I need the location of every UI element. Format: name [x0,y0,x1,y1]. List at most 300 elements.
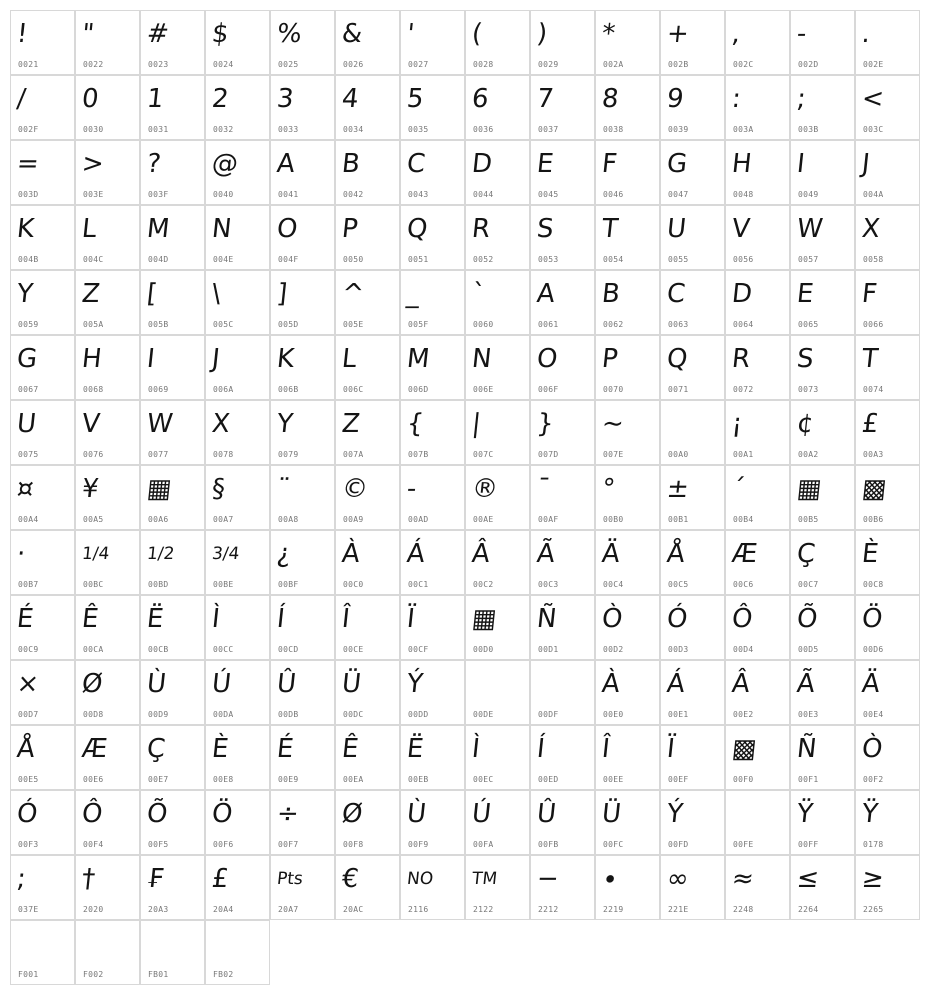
glyph-char: − [535,864,561,894]
glyph-code: 00EB [408,775,429,784]
glyph-char: À [340,539,362,569]
glyph-char: 1/2 [145,544,176,564]
glyph-code: 0065 [798,320,819,329]
glyph-code: 0033 [278,125,299,134]
glyph-char: ® [470,474,500,504]
glyph-cell [855,725,920,790]
glyph-cell [10,400,75,465]
glyph-cell [335,595,400,660]
glyph-cell [205,595,270,660]
glyph-code: 003E [83,190,104,199]
glyph-char: + [665,19,691,49]
glyph-char: Õ [145,799,170,829]
glyph-cell [790,790,855,855]
glyph-cell [140,140,205,205]
glyph-cell [10,725,75,790]
glyph-cell [335,660,400,725]
glyph-code: 00FA [473,840,494,849]
glyph-cell [10,660,75,725]
glyph-char: Ï [665,734,677,764]
glyph-char: - [405,474,418,504]
glyph-char: Ù [405,799,428,829]
glyph-code: 00EE [603,775,624,784]
glyph-char: Ÿ [860,799,880,829]
glyph-char: ▦ [470,604,499,634]
glyph-code: 2020 [83,905,104,914]
glyph-cell [530,660,595,725]
glyph-cell [725,335,790,400]
glyph-code: 007D [538,450,559,459]
glyph-char: È [860,539,881,569]
glyph-char: Ú [210,669,233,699]
glyph-code: 006E [473,385,494,394]
glyph-char: B [340,149,362,179]
glyph-code: 00DE [473,710,494,719]
glyph-cell [270,205,335,270]
glyph-cell [790,400,855,465]
glyph-char: Ä [600,539,622,569]
glyph-char: Ø [340,799,365,829]
glyph-code: 00CB [148,645,169,654]
glyph-char: ! [15,19,30,49]
glyph-char: Ò [860,734,885,764]
glyph-char: ° [600,474,617,504]
glyph-char: Ö [860,604,885,634]
glyph-cell [335,140,400,205]
glyph-char: < [860,84,886,114]
glyph-char: ≤ [795,864,821,894]
glyph-cell [270,855,335,920]
glyph-cell [790,75,855,140]
glyph-char: ¿ [275,539,293,569]
glyph-code: 0064 [733,320,754,329]
glyph-char: Q [405,214,430,244]
glyph-code: 0059 [18,320,39,329]
glyph-code: 00B1 [668,515,689,524]
glyph-code: 00FE [733,840,754,849]
glyph-code: 00B6 [863,515,884,524]
glyph-cell [270,270,335,335]
glyph-code: 005C [213,320,234,329]
glyph-cell [855,660,920,725]
glyph-cell [205,335,270,400]
glyph-code: 00C0 [343,580,364,589]
glyph-cell [855,10,920,75]
glyph-code: 0053 [538,255,559,264]
glyph-code: 00C1 [408,580,429,589]
glyph-code: 00A6 [148,515,169,524]
glyph-char: & [340,19,364,49]
glyph-char: Ç [145,734,167,764]
glyph-code: 221E [668,905,689,914]
glyph-cell [270,10,335,75]
glyph-char: Ç [795,539,817,569]
glyph-char: T [860,344,880,374]
glyph-char: W [145,409,175,439]
glyph-code: 00D6 [863,645,884,654]
glyph-char: G [15,344,39,374]
glyph-code: 2122 [473,905,494,914]
glyph-cell [205,725,270,790]
glyph-cell [465,660,530,725]
glyph-cell [660,400,725,465]
glyph-char: Ñ [795,734,819,764]
glyph-char: 0 [80,84,101,114]
glyph-char: Ö [210,799,235,829]
glyph-cell [10,790,75,855]
glyph-char: ∙ [600,864,620,894]
glyph-char: % [275,19,304,49]
glyph-char: Ê [340,734,361,764]
glyph-code: 006B [278,385,299,394]
glyph-code: 00EC [473,775,494,784]
glyph-code: 0038 [603,125,624,134]
glyph-cell [790,270,855,335]
glyph-cell [400,10,465,75]
glyph-code: 00A9 [343,515,364,524]
glyph-char: Ë [405,734,426,764]
glyph-char: Ü [340,669,363,699]
glyph-char: Ì [210,604,222,634]
glyph-char: Ï [405,604,417,634]
glyph-char: © [340,474,370,504]
glyph-code: 0051 [408,255,429,264]
glyph-char: 3 [275,84,296,114]
glyph-cell [75,855,140,920]
glyph-cell [335,855,400,920]
glyph-cell [660,335,725,400]
glyph-cell [465,855,530,920]
glyph-code: 00D8 [83,710,104,719]
glyph-cell [400,465,465,530]
glyph-code: 00D2 [603,645,624,654]
glyph-code: 0039 [668,125,689,134]
glyph-code: 0060 [473,320,494,329]
glyph-code: 002C [733,60,754,69]
glyph-code: 004E [213,255,234,264]
glyph-char: > [80,149,106,179]
glyph-char: 8 [600,84,621,114]
glyph-code: 00EA [343,775,364,784]
glyph-cell [10,920,75,985]
glyph-cell [660,660,725,725]
glyph-cell [790,205,855,270]
glyph-cell [335,10,400,75]
glyph-cell [530,530,595,595]
glyph-char: Å [15,734,37,764]
glyph-code: 0037 [538,125,559,134]
glyph-cell [205,10,270,75]
glyph-cell [530,790,595,855]
glyph-char: 1 [145,84,166,114]
glyph-cell [855,335,920,400]
glyph-code: 00A2 [798,450,819,459]
glyph-char: Å [665,539,687,569]
glyph-code: 006A [213,385,234,394]
glyph-cell [10,140,75,205]
glyph-code: 00F3 [18,840,39,849]
glyph-code: 00FB [538,840,559,849]
glyph-cell [855,855,920,920]
glyph-code: 0035 [408,125,429,134]
glyph-cell [465,725,530,790]
glyph-char: $ [210,19,231,49]
glyph-code: 00BE [213,580,234,589]
glyph-code: 00D5 [798,645,819,654]
glyph-code: 00E8 [213,775,234,784]
glyph-char: ▩ [730,734,759,764]
glyph-code: 00E3 [798,710,819,719]
glyph-code: 00C2 [473,580,494,589]
glyph-cell [75,335,140,400]
glyph-code: 037E [18,905,39,914]
glyph-code: 003B [798,125,819,134]
glyph-code: 0054 [603,255,624,264]
glyph-char: ▩ [860,474,889,504]
glyph-code: 0025 [278,60,299,69]
glyph-cell [725,205,790,270]
glyph-cell [140,205,205,270]
glyph-cell [335,270,400,335]
glyph-char: Ò [600,604,625,634]
glyph-char: Ô [80,799,105,829]
glyph-cell [75,660,140,725]
glyph-code: 0061 [538,320,559,329]
glyph-code: 0029 [538,60,559,69]
glyph-code: 0049 [798,190,819,199]
glyph-cell [400,530,465,595]
glyph-cell [790,660,855,725]
glyph-cell [335,205,400,270]
glyph-code: 0062 [603,320,624,329]
glyph-cell [335,725,400,790]
glyph-code: 002B [668,60,689,69]
glyph-char: Ô [730,604,755,634]
glyph-code: 00DB [278,710,299,719]
glyph-char: D [730,279,754,309]
glyph-cell [530,400,595,465]
glyph-code: F002 [83,970,104,979]
glyph-code: 004D [148,255,169,264]
glyph-char: Ó [665,604,690,634]
glyph-code: 00B5 [798,515,819,524]
glyph-cell [465,10,530,75]
glyph-code: 00D3 [668,645,689,654]
glyph-code: 00B4 [733,515,754,524]
glyph-code: 00F2 [863,775,884,784]
glyph-code: 00C5 [668,580,689,589]
glyph-char: , [730,19,742,49]
glyph-char: M [405,344,432,374]
glyph-cell [335,465,400,530]
glyph-cell [75,10,140,75]
glyph-code: 0048 [733,190,754,199]
glyph-code: 002F [18,125,39,134]
glyph-char: Ã [535,539,557,569]
glyph-cell [10,465,75,530]
glyph-char: J [210,344,222,374]
glyph-char: D [470,149,494,179]
glyph-char: ≥ [860,864,886,894]
glyph-code: 0041 [278,190,299,199]
glyph-char: Ó [15,799,40,829]
glyph-cell [400,400,465,465]
glyph-code: 00B0 [603,515,624,524]
glyph-cell [270,725,335,790]
glyph-char: ? [145,149,163,179]
glyph-char: Á [665,669,687,699]
glyph-cell [10,530,75,595]
glyph-code: 00CF [408,645,429,654]
glyph-char: N [210,214,234,244]
glyph-char: ¯ [535,474,552,504]
glyph-char: Ý [405,669,425,699]
glyph-code: 0067 [18,385,39,394]
glyph-code: 0042 [343,190,364,199]
glyph-cell [10,75,75,140]
glyph-cell [595,855,660,920]
glyph-cell [595,400,660,465]
glyph-code: 0069 [148,385,169,394]
glyph-code: 0028 [473,60,494,69]
glyph-char: 1/4 [80,544,111,564]
glyph-char: Â [730,669,752,699]
glyph-code: 00FC [603,840,624,849]
glyph-code: 0055 [668,255,689,264]
glyph-cell [205,75,270,140]
glyph-char: C [665,279,687,309]
glyph-cell [140,790,205,855]
glyph-char: § [210,474,227,504]
glyph-code: FB02 [213,970,234,979]
glyph-code: 0058 [863,255,884,264]
glyph-cell [530,205,595,270]
glyph-char: V [80,409,102,439]
glyph-char: ; [15,864,28,894]
glyph-code: 00CC [213,645,234,654]
glyph-code: 00F6 [213,840,234,849]
glyph-code: 003A [733,125,754,134]
glyph-char: Z [340,409,362,439]
glyph-char: * [600,19,617,49]
glyph-code: 0052 [473,255,494,264]
glyph-code: 0043 [408,190,429,199]
glyph-cell [530,270,595,335]
glyph-char: Ÿ [795,799,815,829]
glyph-char: C [405,149,427,179]
glyph-cell [400,270,465,335]
glyph-char: O [275,214,300,244]
glyph-code: 00FF [798,840,819,849]
glyph-char: ¡ [730,409,745,439]
glyph-code: 004A [863,190,884,199]
glyph-code: 0044 [473,190,494,199]
glyph-code: 0050 [343,255,364,264]
glyph-code: 00E6 [83,775,104,784]
glyph-code: 003D [18,190,39,199]
glyph-code: 00FD [668,840,689,849]
glyph-code: 00E9 [278,775,299,784]
glyph-char: S [535,214,556,244]
glyph-char: | [470,409,483,439]
glyph-code: 2248 [733,905,754,914]
glyph-code: 0026 [343,60,364,69]
glyph-cell [75,920,140,985]
glyph-cell [660,75,725,140]
glyph-code: 004C [83,255,104,264]
glyph-code: 004F [278,255,299,264]
glyph-char: Í [275,604,287,634]
glyph-code: 00BC [83,580,104,589]
glyph-cell [10,335,75,400]
glyph-cell [10,595,75,660]
glyph-code: 00C9 [18,645,39,654]
glyph-char: É [275,734,296,764]
glyph-cell [465,400,530,465]
glyph-char: A [275,149,297,179]
glyph-cell [205,660,270,725]
glyph-cell [205,270,270,335]
glyph-char: Ý [665,799,685,829]
glyph-code: 00F4 [83,840,104,849]
glyph-cell [270,140,335,205]
glyph-char: } [535,409,556,439]
glyph-char: P [340,214,360,244]
glyph-cell [855,400,920,465]
glyph-cell [140,335,205,400]
glyph-char: Ã [795,669,817,699]
glyph-char: L [80,214,99,244]
glyph-char: Pts [275,869,304,889]
glyph-cell [140,530,205,595]
glyph-code: 002D [798,60,819,69]
glyph-code: 00D1 [538,645,559,654]
glyph-cell [595,465,660,530]
glyph-cell [400,335,465,400]
glyph-code: 20AC [343,905,364,914]
glyph-char: P [600,344,620,374]
glyph-char: @ [210,149,240,179]
glyph-code: 007C [473,450,494,459]
glyph-cell [75,790,140,855]
glyph-char: Õ [795,604,820,634]
glyph-char: { [405,409,426,439]
glyph-code: 00DC [343,710,364,719]
glyph-code: 00BD [148,580,169,589]
glyph-code: 004B [18,255,39,264]
glyph-code: 00A1 [733,450,754,459]
glyph-cell [790,595,855,660]
glyph-cell [270,790,335,855]
glyph-cell [790,335,855,400]
glyph-cell [400,75,465,140]
glyph-code: 0077 [148,450,169,459]
glyph-char: Û [275,669,298,699]
glyph-code: F001 [18,970,39,979]
glyph-char: U [15,409,38,439]
glyph-cell [595,270,660,335]
glyph-cell [530,725,595,790]
glyph-char: - [795,19,808,49]
glyph-cell [530,140,595,205]
glyph-cell [595,790,660,855]
glyph-char: 2 [210,84,231,114]
glyph-char: 7 [535,84,556,114]
glyph-code: 00EF [668,775,689,784]
glyph-cell [790,140,855,205]
glyph-code: 0076 [83,450,104,459]
glyph-code: 0066 [863,320,884,329]
